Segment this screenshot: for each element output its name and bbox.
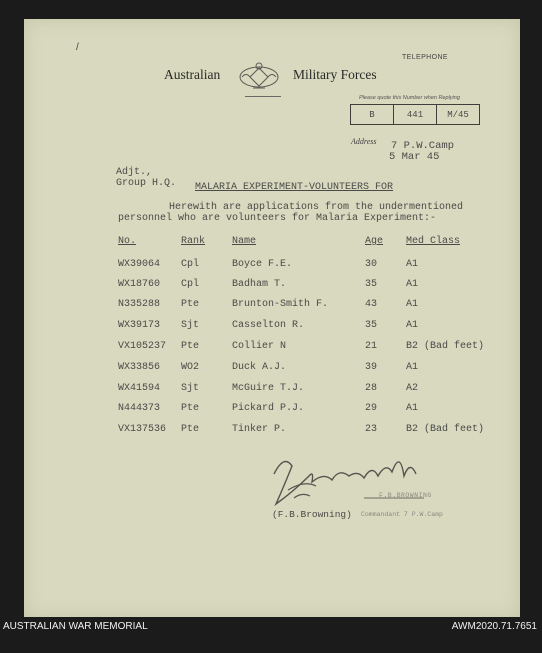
- column-header-age: Age: [365, 236, 384, 247]
- cell-name: Duck A.J.: [232, 362, 287, 373]
- recipient-line-1: Adjt.,: [116, 167, 153, 178]
- cell-age: 39: [365, 362, 378, 373]
- cell-number: VX137536: [118, 424, 167, 435]
- cell-rank: WO2: [181, 362, 200, 373]
- intro-line-1: Herewith are applications from the undermentioned: [169, 202, 464, 213]
- reference-cell-number: 441: [394, 105, 437, 124]
- cell-name: Tinker P.: [232, 424, 287, 435]
- reference-cell-prefix: B: [351, 105, 394, 124]
- cell-rank: Pte: [181, 403, 200, 414]
- address-label: Address: [351, 137, 377, 146]
- stamp-name: F.B.BROWNING: [379, 492, 432, 499]
- cell-number: WX33856: [118, 362, 161, 373]
- archive-credit: AUSTRALIAN WAR MEMORIAL: [3, 621, 148, 632]
- cell-rank: Cpl: [181, 279, 200, 290]
- cell-med-class: A1: [406, 362, 419, 373]
- cell-age: 43: [365, 299, 378, 310]
- cell-rank: Sjt: [181, 320, 200, 331]
- recipient-line-2: Group H.Q.: [116, 178, 177, 189]
- quote-note: Please quote this Number when Replying: [359, 95, 460, 101]
- intro-line-2: personnel who are volunteers for Malaria Experiment:-: [118, 213, 437, 224]
- reference-cell-file: M/45: [447, 109, 469, 120]
- cell-med-class: B2 (Bad feet): [406, 341, 485, 352]
- address-line-1: 7 P.W.Camp: [391, 140, 455, 152]
- reference-box: [350, 104, 480, 125]
- cell-number: WX41594: [118, 383, 161, 394]
- cell-age: 29: [365, 403, 378, 414]
- cell-number: WX39173: [118, 320, 161, 331]
- cell-number: WX18760: [118, 279, 161, 290]
- coat-of-arms-icon: [236, 60, 282, 90]
- column-header-number: No.: [118, 236, 137, 247]
- letterhead-rule: [245, 96, 281, 97]
- cell-med-class: A1: [406, 403, 419, 414]
- cell-rank: Pte: [181, 299, 200, 310]
- subject-line: MALARIA EXPERIMENT-VOLUNTEERS FOR: [195, 182, 394, 193]
- letterhead-left: Australian: [164, 67, 221, 82]
- cell-number: N335288: [118, 299, 161, 310]
- cell-age: 30: [365, 259, 378, 270]
- letterhead-right: Military Forces: [293, 67, 377, 82]
- cell-name: Badham T.: [232, 279, 287, 290]
- cell-med-class: A1: [406, 320, 419, 331]
- column-header-name: Name: [232, 236, 257, 247]
- cell-age: 35: [365, 279, 378, 290]
- cell-number: VX105237: [118, 341, 167, 352]
- document-page: [24, 19, 520, 617]
- cell-med-class: B2 (Bad feet): [406, 424, 485, 435]
- archive-reference: AWM2020.71.7651: [451, 621, 537, 632]
- cell-name: Brunton-Smith F.: [232, 299, 329, 310]
- cell-name: Pickard P.J.: [232, 403, 305, 414]
- cell-med-class: A1: [406, 259, 419, 270]
- cell-rank: Cpl: [181, 259, 200, 270]
- cell-number: N444373: [118, 403, 161, 414]
- cell-name: Boyce F.E.: [232, 259, 293, 270]
- address-date: 5 Mar 45: [389, 151, 440, 163]
- cell-name: McGuire T.J.: [232, 383, 305, 394]
- cell-number: WX39064: [118, 259, 161, 270]
- cell-rank: Sjt: [181, 383, 200, 394]
- cell-name: Collier N: [232, 341, 287, 352]
- handwritten-signature: [254, 446, 454, 516]
- cell-age: 35: [365, 320, 378, 331]
- cell-med-class: A1: [406, 299, 419, 310]
- margin-mark: /: [76, 42, 79, 53]
- cell-age: 28: [365, 383, 378, 394]
- cell-med-class: A2: [406, 383, 419, 394]
- cell-name: Casselton R.: [232, 320, 305, 331]
- cell-med-class: A1: [406, 279, 419, 290]
- stamp-title: Commandant 7 P.W.Camp: [361, 511, 443, 518]
- cell-age: 23: [365, 424, 378, 435]
- column-header-rank: Rank: [181, 236, 206, 247]
- cell-rank: Pte: [181, 341, 200, 352]
- cell-age: 21: [365, 341, 378, 352]
- column-header-med-class: Med Class: [406, 236, 461, 247]
- typed-signatory-name: (F.B.Browning): [272, 509, 352, 520]
- cell-rank: Pte: [181, 424, 200, 435]
- telephone-label: TELEPHONE: [402, 54, 448, 61]
